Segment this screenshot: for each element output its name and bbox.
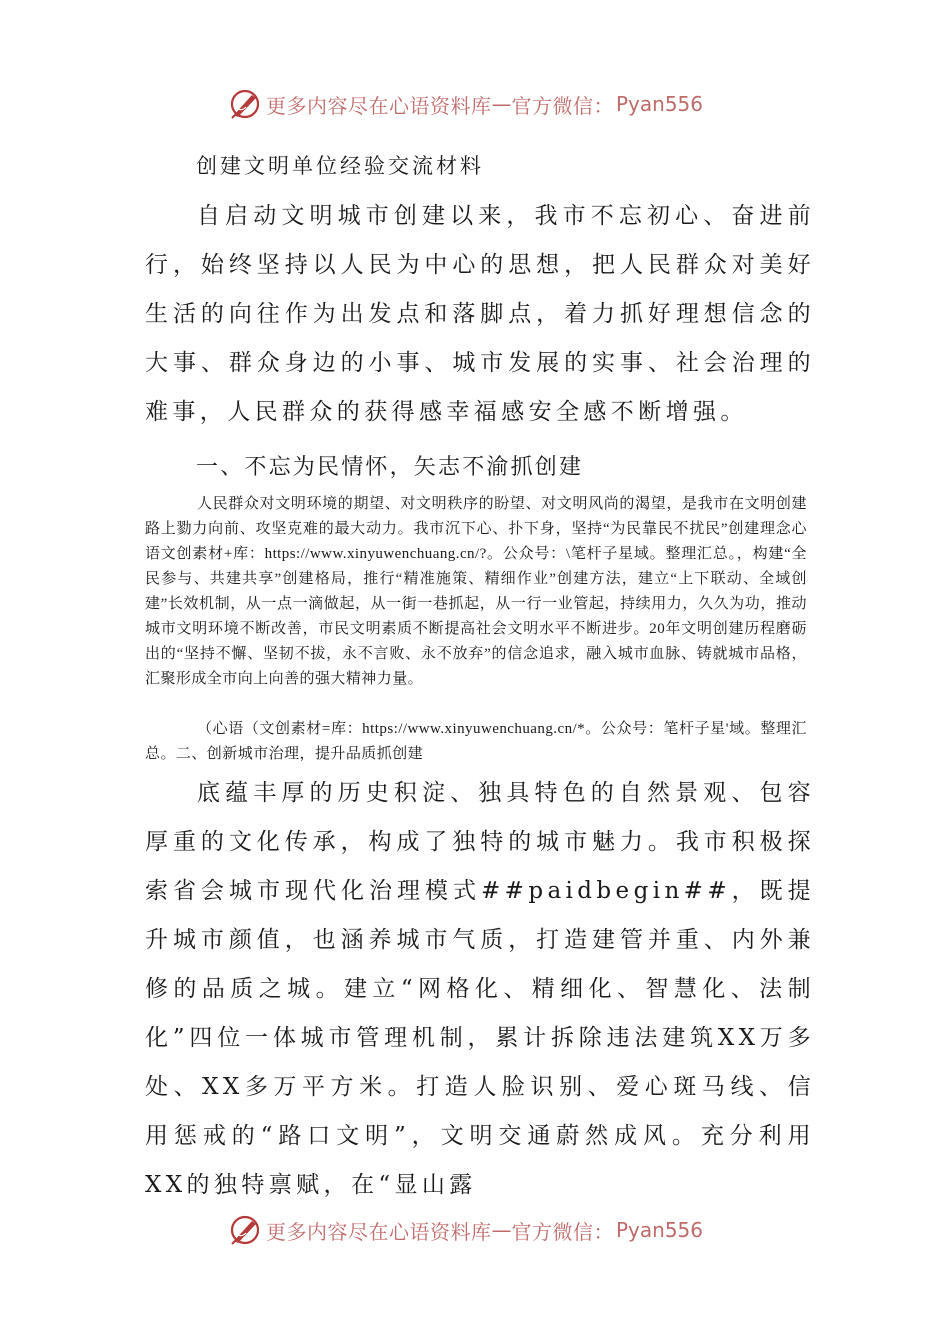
document-title: 创建文明单位经验交流材料 [196, 154, 484, 178]
brand-separator: — [491, 92, 512, 116]
intro-paragraph: 自启动文明城市创建以来，我市不忘初心、奋进前行，始终坚持以人民为中心的思想，把人民群众对美好生活的向往作为出发点和落脚点，着力抓好理想信念的大事、群众身边的小事、城市发展的实事、社会治理的难事，人民群众的获得感幸福感安全感不断增强。 [145, 203, 815, 425]
brand-text: 更多内容尽在心语资料库 [266, 93, 492, 118]
contact-id: Pyan556 [616, 92, 704, 116]
footer-watermark [228, 1210, 748, 1250]
pen-logo-icon [228, 1213, 262, 1247]
section2-body: 底蕴丰厚的历史积淀、独具特色的自然景观、包容厚重的文化传承，构成了独特的城市魅力。我市积极探索省会城市现代化治理模式##paidbegin##，既提升城市颜值，也涵养城市气质，打造建管并重、内外兼修的品质之城。建立“网格化、精细化、智慧化、法制化”四位一体城市管理机制，累计拆除违法建筑XX万多处、XX多万平方米。打造人脸识别、爱心斑马线、信用惩戒的“路口文明”，文明交通蔚然成风。充分利用XX的独特禀赋，在“显山露 [145, 780, 815, 1198]
contact-label: 官方微信： [511, 1219, 614, 1244]
contact-label: 官方微信： [511, 93, 614, 118]
section2-note: （心语（文创素材=库：https://www.xinyuwenchuang.cn/*。公众号：笔杆子星'域。整理汇总。二、创新城市治理，提升品质抓创建 [145, 721, 807, 762]
header-watermark [228, 84, 748, 124]
section1-body: 人民群众对文明环境的期望、对文明秩序的盼望、对文明风尚的渴望，是我市在文明创建路上勠力向前、攻坚克难的最大动力。我市沉下心、扑下身，坚持“为民靠民不扰民”创建理念心语文创素材+库：https://www.xinyuwenchuang.cn/?。公众号：\笔杆子星域。整理汇总。，构建“全民参与、共建共享”创建格局，推行“精准施策、精细作业”创建方法，建立“上下联动、全域创建”长效机制，从一点一滴做起，从一街一巷抓起，从一行一业管起，持续用力，久久为功，推动城市文明环境不断改善，市民文明素质不断提高社会文明水平不断进步。20年文明创建历程磨砺出的“坚持不懈、坚韧不拔，永不言败、永不放弃”的信念追求，融入城市血脉、铸就城市品格，汇聚形成全市向上向善的强大精神力量。 [145, 496, 807, 687]
contact-id: Pyan556 [616, 1218, 704, 1242]
brand-text: 更多内容尽在心语资料库 [266, 1219, 492, 1244]
pen-logo-icon [228, 87, 262, 121]
brand-separator: — [491, 1218, 512, 1242]
section1-heading: 一、不忘为民情怀，矢志不渝抓创建 [196, 455, 584, 480]
